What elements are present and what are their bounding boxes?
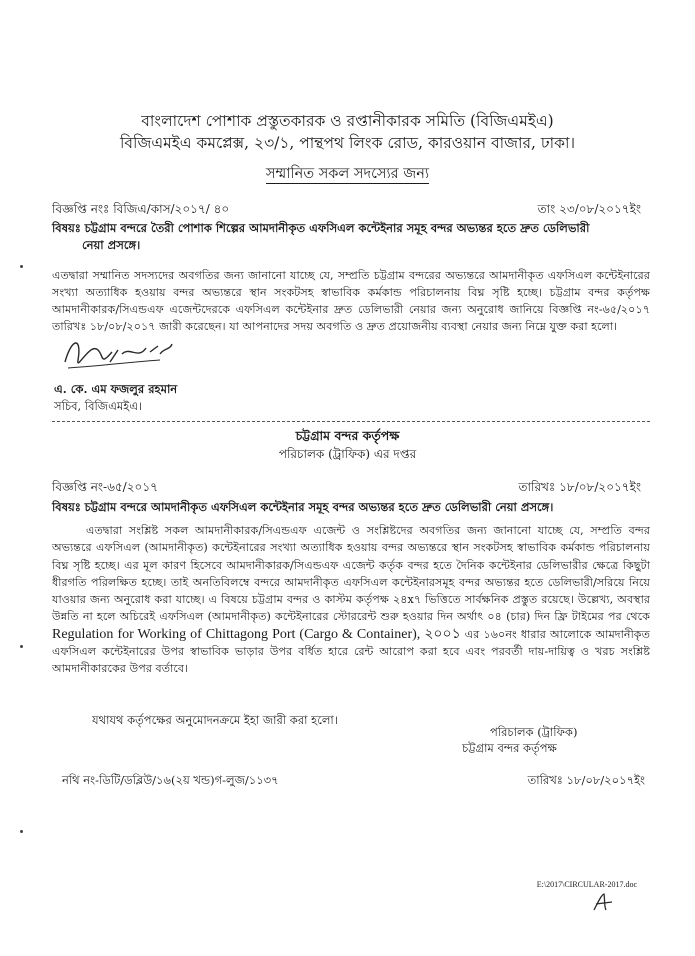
notice2-closing: যথাযথ কর্তৃপক্ষের অনুমোদনক্রমে ইহা জারী করা হলো। (92, 713, 338, 727)
notice2-regulation-reference: Regulation for Working of Chittagong Port (Cargo & Container), ২০০১ (52, 626, 461, 642)
organization-name: বাংলাদেশ পোশাক প্রস্তুতকারক ও রপ্তানীকারক সমিতি (বিজিএমইএ) (141, 112, 554, 130)
traffic-office-title: পরিচালক (ট্রাফিক) এর দপ্তর (278, 447, 417, 461)
subject-line1: চট্টগ্রাম বন্দরে তৈরী পোশাক শিল্পের আমদানীকৃত এফসিএল কন্টেইনার সমূহ বন্দর অভ্যন্তর হতে দ্রুত ডেলিভারী (84, 221, 590, 235)
notice-headline (0, 163, 695, 187)
file-number: নথি নং-ডিটি/ডব্লিউ/১৬(২য় খন্ড)গ-লুজ/১১৩৭ (62, 773, 279, 787)
notice1-subject (52, 220, 650, 254)
notice1-reference: বিজ্ঞপ্তি নংঃ বিজিএ/কাস/২০১৭/ ৪০ (52, 202, 230, 216)
handwritten-signature (60, 332, 180, 377)
notice2-body-part2: এর ১৬০নং ধারার আলোকে আমদানীকৃত এফসিএল কন্টেইনারের উপর স্বাভাবিক ভাড়ার উপর বর্ধিত হারে রেন্ট আরোপ করা হবে এবং পরবর্তী দায়-দায়িত্ব ও খরচ সংশ্লিষ্ট আমদানীকারকের উপর বর্তাবে। (52, 627, 651, 676)
subject-label: বিষয়ঃ (52, 221, 81, 235)
notice2-sign-org: চট্টগ্রাম বন্দর কর্তৃপক্ষ (462, 741, 557, 755)
section-divider (52, 421, 650, 422)
footer-file-path: E:\2017\CIRCULAR-2017.doc (536, 880, 637, 889)
file-date: তারিখঃ ১৮/০৮/২০১৭ইং (527, 773, 645, 787)
notice1-body: এতদ্বারা সম্মানিত সদস্যদের অবগতির জন্য জানানো যাচ্ছে যে, সম্প্রতি চট্টগ্রাম বন্দরের অভ্যন্তরে আমদানীকৃত এফসিএল কন্টেইনারের সংখ্যা অত্যাধিক হওয়ায় বন্দর অভ্যন্তরে স্থান সংকটসহ স্বাভাবিক কর্মকান্ড পরিচালনায় বিঘ্ন সৃষ্টি হচ্ছে। চট্টগ্রাম বন্দর কর্তৃপক্ষ আমদানীকারক/সিএন্ডএফ এজেন্টদেরকে এফসিএল কন্টেইনার দ্রুত ডেলিভারী নেয়ার জন্য অনুরোধ জানিয়ে বিজ্ঞপ্তি নং-৬৫/২০১৭ তারিখঃ ১৮/০৮/২০১৭ জারী করেছেন। যা আপনাদের সদয় অবগতি ও দ্রুত প্রয়োজনীয় ব্যবস্থা নেয়ার জন্য নিম্নে যুক্ত করা হলো। (52, 269, 650, 333)
subject-line2: নেয়া প্রসঙ্গে। (82, 238, 141, 252)
notice2-subject (52, 499, 650, 518)
notice2-body-part1: এতদ্বারা সংশ্লিষ্ট সকল আমদানীকারক/সিএন্ডএফ এজেন্ট ও সংশ্লিষ্টদের অবগতির জন্য জানানো যাচ্ছে যে, সম্প্রতি বন্দর অভ্যন্তরে এফসিএল (আমদানীকৃত) কন্টেইনারের সংখ্যা অত্যাধিক হওয়ায় বন্দর অভ্যন্তরে স্থান সংকটসহ স্বাভাবিক কর্মকান্ড পরিচালনায় বিঘ্ন সৃষ্টি হচ্ছে। এর মূল কারণ হিসেবে আমদানীকারক/সিএন্ডএফ এজেন্ট কর্তৃক বন্দর হতে দৈনিক কন্টেইনার ডেলিভারীর ক্ষেত্রে কিছুটা ধীরগতি পরিলক্ষিত হচ্ছে। তাই অনতিবিলম্বে বন্দরে আমদানীকৃত এফসিএল কন্টেইনারসমূহ বন্দর অভ্যন্তর হতে ডেলিভারী/সরিয়ে নিয়ে যাওয়ার জন্য অনুরোধ করা যাচ্ছে। এ বিষয়ে চট্টগ্রাম বন্দর ও কাস্টম কর্তৃপক্ষ ২৪x৭ ভিত্তিতে সার্বক্ষনিক প্রস্তুত রয়েছে। উল্লেখ্য, অবস্থার উন্নতি না হলে অচিরেই এফসিএল (আমদানীকৃত) কন্টেইনারের স্টোররেন্ট শুরু হওয়ার দিন অর্থাৎ ০৪ (চার) দিন ফ্রি টাইমের পর থেকে (52, 524, 650, 624)
scan-mark (20, 265, 23, 268)
scan-mark (20, 645, 23, 648)
organization-address: বিজিএমইএ কমপ্লেক্স, ২৩/১, পান্থপথ লিংক রোড, কারওয়ান বাজার, ঢাকা। (119, 134, 576, 152)
notice1-signatory-title: সচিব, বিজিএমইএ। (54, 399, 143, 413)
notice2-date: তারিখঃ ১৮/০৮/২০১৭ইং (518, 480, 641, 494)
port-authority-title: চট্টগ্রাম বন্দর কর্তৃপক্ষ (295, 428, 400, 443)
notice2-body (52, 522, 650, 678)
handwritten-initial (590, 892, 614, 912)
notice1-signatory-name: এ. কে. এম ফজলুর রহমান (54, 382, 178, 396)
notice2-sign-title: পরিচালক (ট্রাফিক) (490, 725, 578, 739)
notice2-reference: বিজ্ঞপ্তি নং-৬৫/২০১৭ (52, 480, 158, 494)
subject-label: বিষয়ঃ (52, 500, 81, 514)
subject-text: চট্টগ্রাম বন্দরে আমদানীকৃত এফসিএল কন্টেইনার সমূহ বন্দর অভ্যন্তর হতে দ্রুত ডেলিভারী নেয়া প্রসঙ্গে। (84, 500, 554, 514)
headline-text: সম্মানিত সকল সদস্যের জন্য (265, 166, 430, 182)
scan-mark (20, 830, 23, 833)
notice1-date: তাং ২৩/০৮/২০১৭ইং (537, 202, 641, 216)
